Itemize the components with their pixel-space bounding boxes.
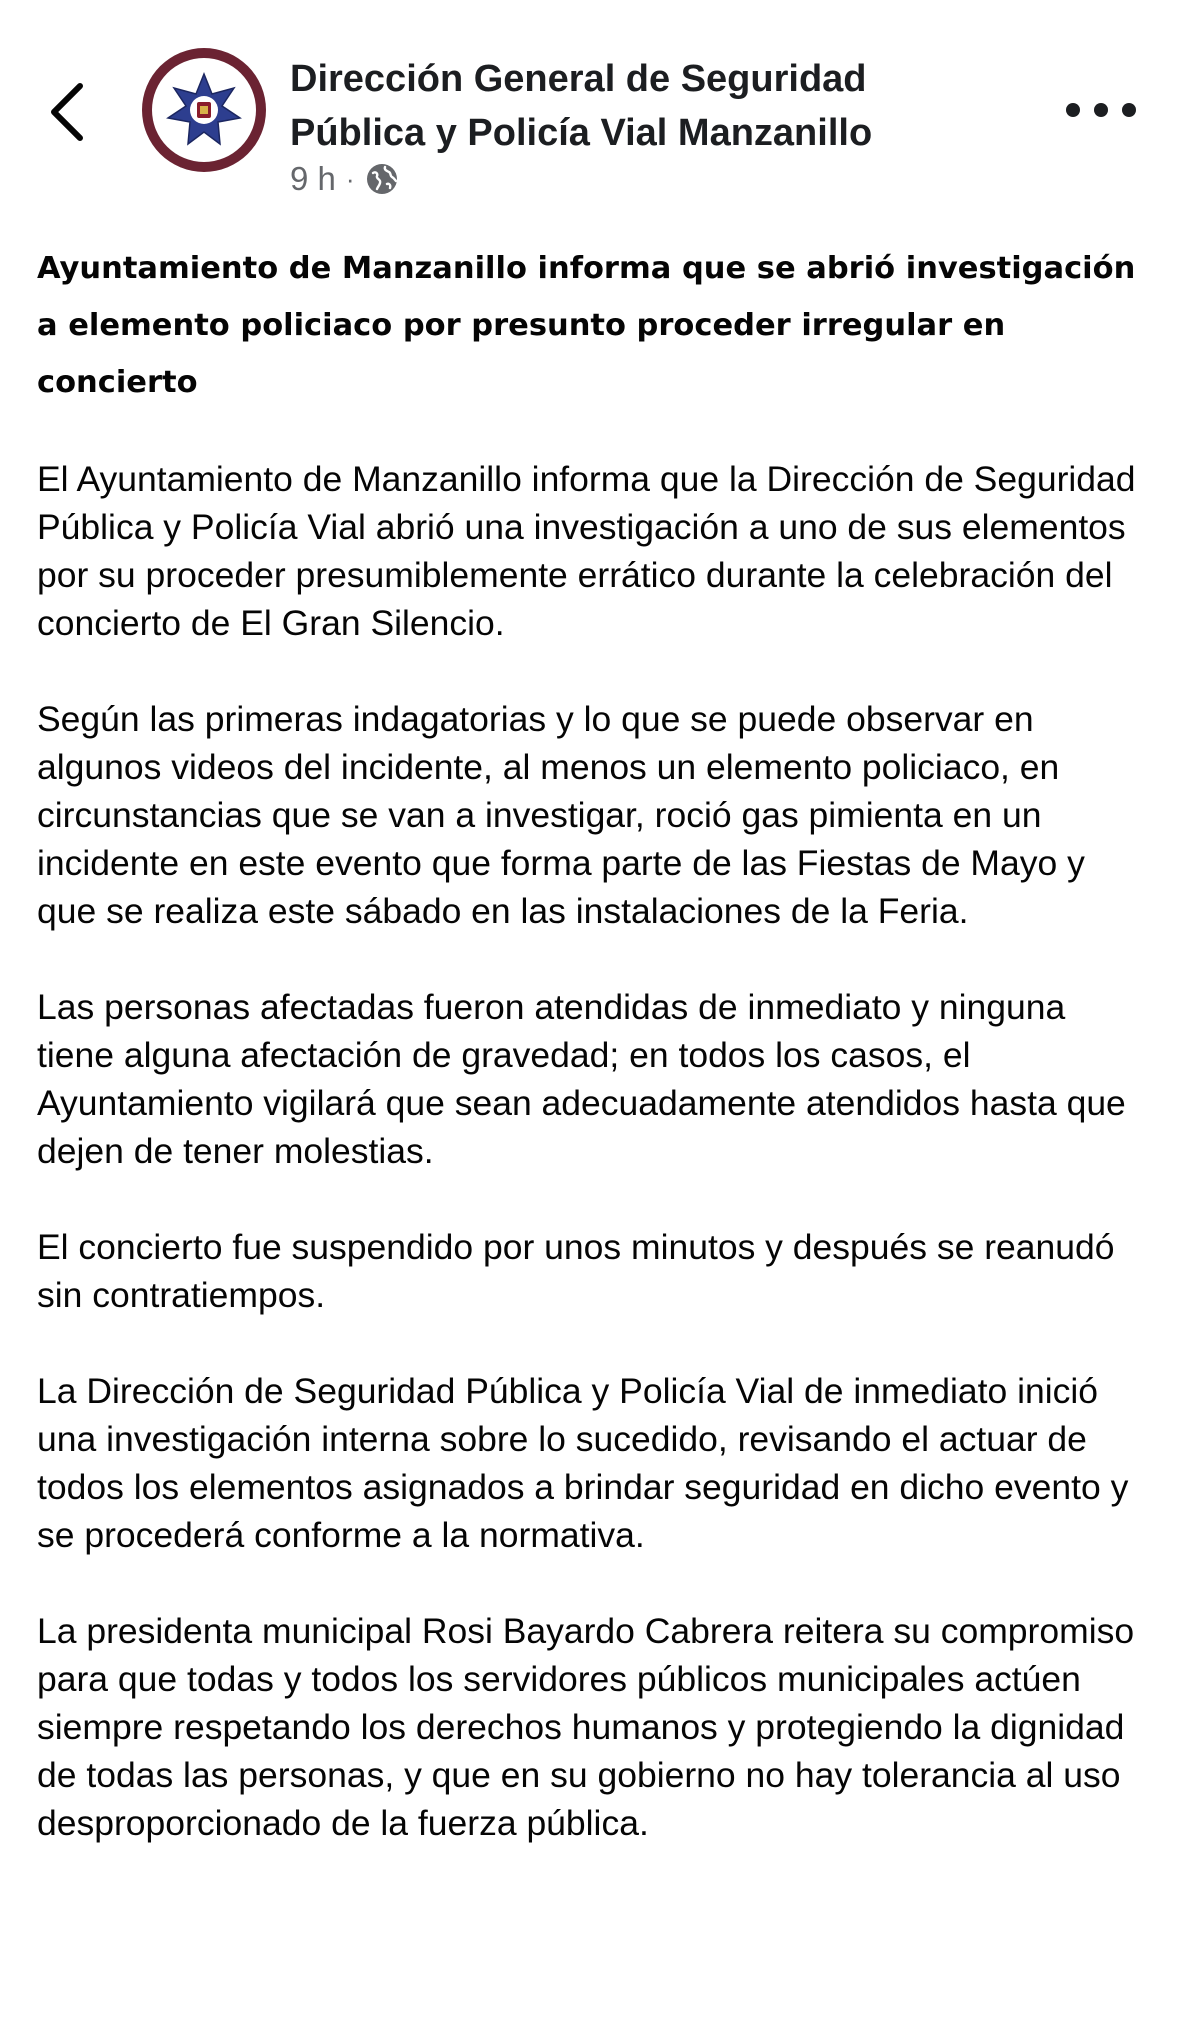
post-header xyxy=(0,0,1178,230)
post-paragraph: La Dirección de Seguridad Pública y Policía Vial de inmediato inició una investigación interna sobre lo sucedido, revisando el actuar de todos los elementos asignados a brindar seguridad en dicho evento y se procederá conforme a la normativa. xyxy=(37,1371,1129,1555)
page-avatar[interactable] xyxy=(142,48,266,172)
post-paragraph: Las personas afectadas fueron atendidas de inmediato y ninguna tiene alguna afectación de gravedad; en todos los casos, el Ayuntamiento vigilará que sean adecuadamente atendidos hasta que dejen de tener molestias. xyxy=(37,987,1126,1171)
more-options-button[interactable] xyxy=(1066,90,1136,130)
post-time[interactable]: 9 h xyxy=(290,160,336,197)
chevron-left-icon xyxy=(42,72,102,152)
more-dot xyxy=(1094,103,1108,117)
post-headline: Ayuntamiento de Manzanillo informa que se abrió investigación a elemento policiaco por presunto proceder irregular en concierto xyxy=(37,251,1136,400)
more-dot xyxy=(1066,103,1080,117)
more-dot xyxy=(1122,103,1136,117)
post-paragraph: Según las primeras indagatorias y lo que se puede observar en algunos videos del incidente, al menos un elemento policiaco, en circunstancias que se van a investigar, roció gas pimienta en un incidente en este evento que forma parte de las Fiestas de Mayo y que se realiza este sábado en las instalaciones de la Feria. xyxy=(37,699,1085,931)
post-paragraph: El Ayuntamiento de Manzanillo informa que la Dirección de Seguridad Pública y Policía Vial abrió una investigación a uno de sus elementos por su proceder presumiblemente errático durante la celebración del concierto de El Gran Silencio. xyxy=(37,459,1136,643)
globe-icon xyxy=(365,162,399,196)
page-name-link[interactable]: Dirección General de Seguridad Pública y Policía Vial Manzanillo xyxy=(290,58,873,154)
post-paragraph: La presidenta municipal Rosi Bayardo Cabrera reitera su compromiso para que todas y todos los servidores públicos municipales actúen siempre respetando los derechos humanos y protegiendo la dignidad de todas las personas, y que en su gobierno no hay tolerancia al uso desproporcionado de la fuerza pública. xyxy=(37,1611,1135,1843)
post-meta xyxy=(290,160,399,198)
post-body xyxy=(37,240,1147,1895)
police-badge-logo xyxy=(152,58,256,162)
back-button[interactable] xyxy=(42,72,102,152)
post-paragraph: El concierto fue suspendido por unos minutos y después se reanudó sin contratiempos. xyxy=(37,1227,1115,1315)
meta-separator: · xyxy=(345,163,355,194)
